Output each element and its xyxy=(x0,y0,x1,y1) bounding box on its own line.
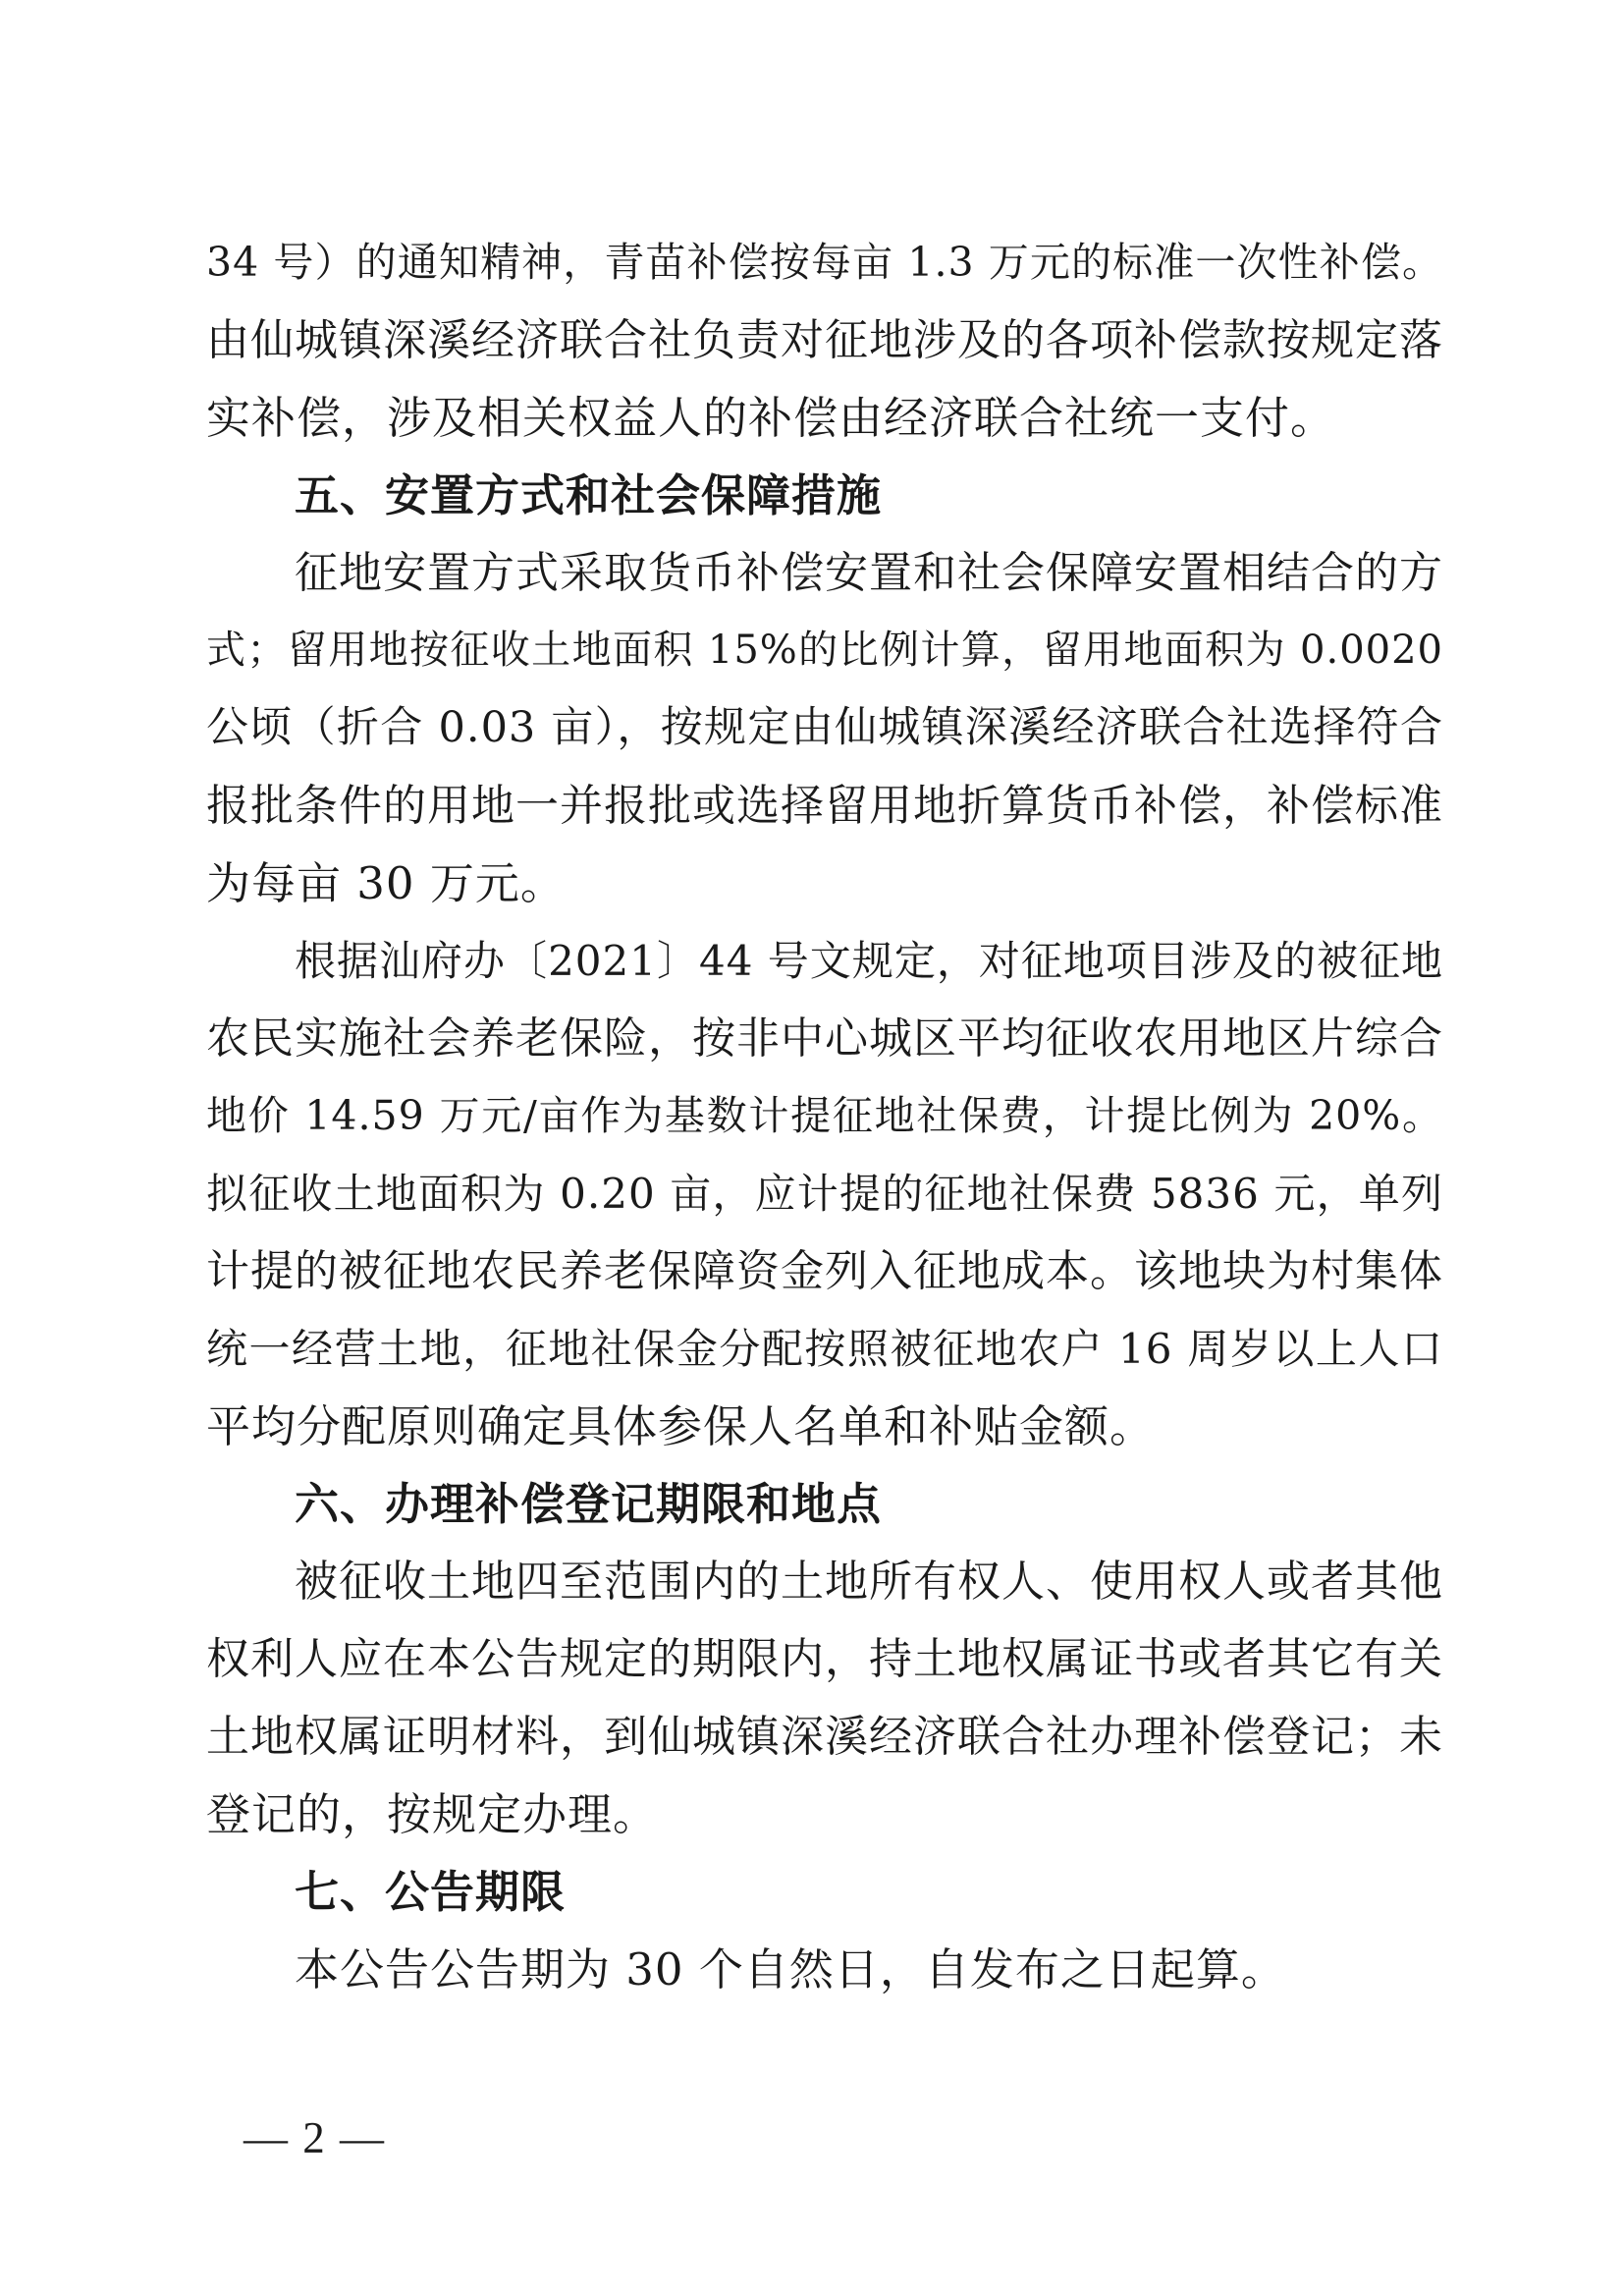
paragraph-line: 农民实施社会养老保险，按非中心城区平均征收农用地区片综合 xyxy=(206,1013,1443,1064)
paragraph-line: 公顷（折合 0.03 亩），按规定由仙城镇深溪经济联合社选择符合 xyxy=(206,703,1443,752)
paragraph-line: 实补偿，涉及相关权益人的补偿由经济联合社统一支付。 xyxy=(206,392,1336,444)
paragraph-line: 报批条件的用地一并报批或选择留用地折算货币补偿，补偿标准 xyxy=(206,781,1443,831)
section-heading-five: 五、安置方式和社会保障措施 xyxy=(295,469,883,521)
paragraph-line: 权利人应在本公告规定的期限内，持土地权属证书或者其它有关 xyxy=(206,1634,1443,1684)
paragraph-line: 征地安置方式采取货币补偿安置和社会保障安置相结合的方 xyxy=(295,548,1443,598)
paragraph-line: 地价 14.59 万元/亩作为基数计提征地社保费，计提比例为 20%。 xyxy=(206,1092,1443,1139)
paragraph-line: 土地权属证明材料，到仙城镇深溪经济联合社办理补偿登记；未 xyxy=(206,1712,1443,1762)
paragraph-line: 式；留用地按征收土地面积 15%的比例计算，留用地面积为 0.0020 xyxy=(206,628,1443,673)
paragraph-line: 统一经营土地，征地社保金分配按照被征地农户 16 周岁以上人口 xyxy=(206,1325,1443,1373)
paragraph-line: 被征收土地四至范围内的土地所有权人、使用权人或者其他 xyxy=(295,1557,1443,1607)
paragraph-line: 为每亩 30 万元。 xyxy=(206,857,566,909)
document-body xyxy=(206,224,1443,2008)
section-heading-seven: 七、公告期限 xyxy=(295,1866,567,1918)
paragraph-line: 根据汕府办〔2021〕44 号文规定，对征地项目涉及的被征地 xyxy=(295,937,1443,985)
paragraph-line: 拟征收土地面积为 0.20 亩，应计提的征地社保费 5836 元，单列 xyxy=(206,1170,1443,1218)
paragraph-line: 本公告公告期为 30 个自然日，自发布之日起算。 xyxy=(295,1943,1286,1995)
page-number: — 2 — xyxy=(243,2113,386,2162)
paragraph-line: 34 号）的通知精神，青苗补偿按每亩 1.3 万元的标准一次性补偿。 xyxy=(206,239,1443,286)
section-heading-six: 六、办理补偿登记期限和地点 xyxy=(295,1478,883,1530)
paragraph-line: 由仙城镇深溪经济联合社负责对征地涉及的各项补偿款按规定落 xyxy=(206,315,1443,365)
paragraph-line: 登记的，按规定办理。 xyxy=(206,1788,659,1840)
paragraph-line: 计提的被征地农民养老保障资金列入征地成本。该地块为村集体 xyxy=(206,1246,1443,1296)
paragraph-line: 平均分配原则确定具体参保人名单和补贴金额。 xyxy=(206,1400,1156,1452)
